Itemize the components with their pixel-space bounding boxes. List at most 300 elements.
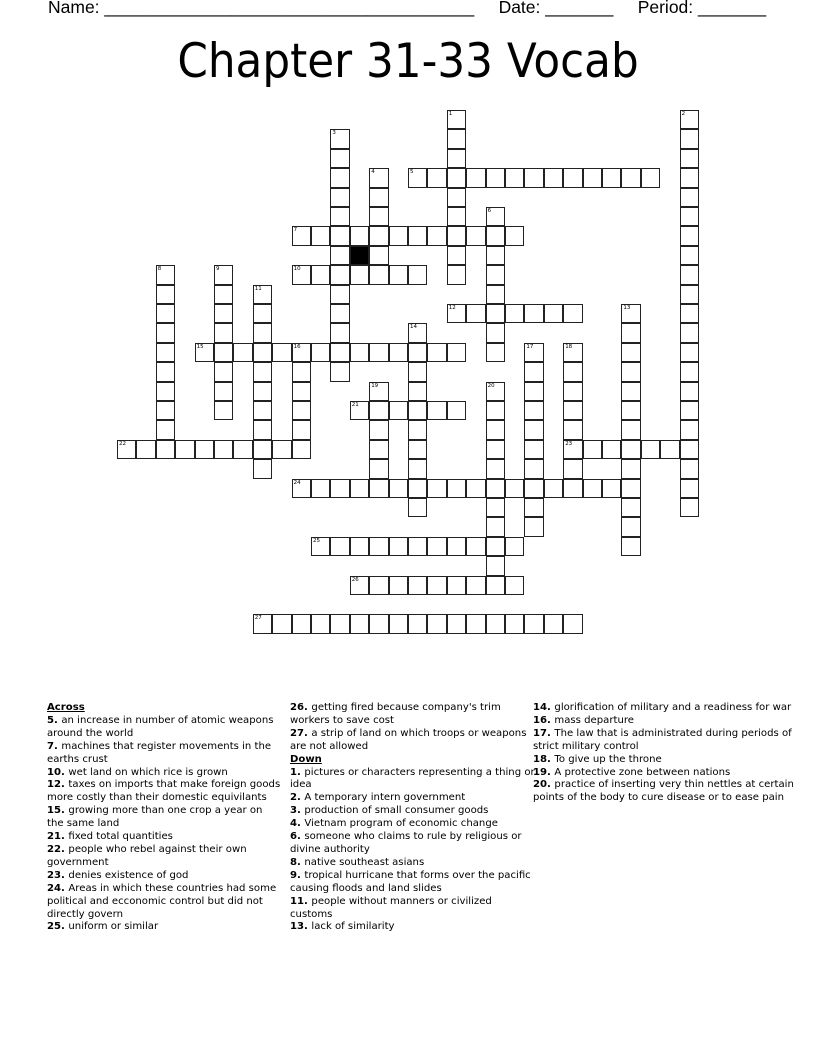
grid-cell[interactable] <box>408 459 427 478</box>
grid-cell[interactable] <box>544 304 563 323</box>
grid-cell[interactable] <box>486 517 505 536</box>
clue-down-13 <box>290 921 535 934</box>
grid-cell[interactable] <box>524 382 543 401</box>
grid-cell[interactable] <box>621 537 640 556</box>
grid-cell[interactable] <box>486 401 505 420</box>
grid-cell[interactable] <box>175 440 194 459</box>
grid-cell[interactable] <box>330 188 349 207</box>
grid-cell[interactable] <box>214 323 233 342</box>
grid-cell[interactable] <box>253 401 272 420</box>
grid-cell[interactable] <box>563 459 582 478</box>
grid-cell[interactable] <box>680 440 699 459</box>
grid-cell[interactable] <box>447 265 466 284</box>
grid-cell[interactable] <box>486 498 505 517</box>
grid-cell[interactable] <box>466 537 485 556</box>
grid-cell[interactable] <box>292 614 311 633</box>
grid-cell[interactable] <box>466 168 485 187</box>
grid-cell[interactable] <box>369 479 388 498</box>
cell-number: 15 <box>196 343 204 350</box>
grid-cell[interactable] <box>524 362 543 381</box>
clue-text: The law that is administrated during periods of strict military control <box>533 727 792 752</box>
clue-across-10 <box>47 767 282 780</box>
grid-cell[interactable] <box>486 537 505 556</box>
grid-cell[interactable] <box>583 479 602 498</box>
grid-cell[interactable] <box>408 614 427 633</box>
grid-cell[interactable] <box>292 440 311 459</box>
grid-cell[interactable] <box>214 304 233 323</box>
grid-cell[interactable] <box>369 343 388 362</box>
grid-cell[interactable] <box>408 382 427 401</box>
grid-cell[interactable] <box>330 226 349 245</box>
grid-cell[interactable] <box>563 382 582 401</box>
grid-cell[interactable] <box>427 168 446 187</box>
grid-cell[interactable] <box>369 382 388 401</box>
grid-cell[interactable] <box>524 498 543 517</box>
grid-cell[interactable] <box>369 401 388 420</box>
clue-across-23 <box>47 870 282 883</box>
grid-cell[interactable] <box>486 265 505 284</box>
grid-cell[interactable] <box>330 129 349 148</box>
grid-cell[interactable] <box>427 537 446 556</box>
grid-cell[interactable] <box>292 265 311 284</box>
grid-cell[interactable] <box>466 226 485 245</box>
grid-cell[interactable] <box>408 420 427 439</box>
grid-cell[interactable] <box>292 226 311 245</box>
grid-cell[interactable] <box>544 614 563 633</box>
clue-text: someone who claims to rule by religious or divine authority <box>290 831 522 855</box>
cell-number: 25 <box>313 537 320 544</box>
grid-cell[interactable] <box>680 110 699 129</box>
grid-cell[interactable] <box>156 323 175 342</box>
grid-cell[interactable] <box>563 343 582 362</box>
grid-cell[interactable] <box>505 614 524 633</box>
grid-cell[interactable] <box>447 149 466 168</box>
grid-cell[interactable] <box>680 343 699 362</box>
grid-cell[interactable] <box>292 382 311 401</box>
grid-cell[interactable] <box>427 614 446 633</box>
grid-cell[interactable] <box>427 343 446 362</box>
date-field[interactable]: Date: _______ <box>498 0 614 17</box>
grid-cell[interactable] <box>389 576 408 595</box>
grid-cell[interactable] <box>253 304 272 323</box>
grid-cell[interactable] <box>350 226 369 245</box>
clue-across-5 <box>47 715 282 741</box>
grid-cell[interactable] <box>680 479 699 498</box>
grid-cell[interactable] <box>602 479 621 498</box>
grid-cell[interactable] <box>369 420 388 439</box>
grid-cell[interactable] <box>486 556 505 575</box>
grid-cell[interactable] <box>544 479 563 498</box>
grid-cell[interactable] <box>214 265 233 284</box>
grid-cell[interactable] <box>311 226 330 245</box>
clue-text: denies existence of god <box>68 869 189 881</box>
grid-cell[interactable] <box>447 614 466 633</box>
grid-cell[interactable] <box>583 440 602 459</box>
grid-cell[interactable] <box>330 479 349 498</box>
grid-cell[interactable] <box>330 614 349 633</box>
clue-text: A temporary intern government <box>304 792 466 804</box>
grid-cell[interactable] <box>563 168 582 187</box>
cell-number: 27 <box>254 615 262 622</box>
clue-text: To give up the throne <box>554 753 662 765</box>
grid-cell[interactable] <box>369 537 388 556</box>
grid-cell[interactable] <box>505 537 524 556</box>
grid-cell[interactable] <box>563 401 582 420</box>
clue-number: 27. <box>290 727 312 739</box>
grid-cell[interactable] <box>156 382 175 401</box>
grid-cell[interactable] <box>563 420 582 439</box>
grid-cell[interactable] <box>524 304 543 323</box>
grid-cell[interactable] <box>447 168 466 187</box>
grid-cell[interactable] <box>156 401 175 420</box>
clue-down-9 <box>290 870 535 896</box>
grid-cell[interactable] <box>408 323 427 342</box>
grid-cell[interactable] <box>156 304 175 323</box>
grid-cell[interactable] <box>447 129 466 148</box>
grid-cell[interactable] <box>524 401 543 420</box>
grid-cell[interactable] <box>486 207 505 226</box>
grid-cell[interactable] <box>156 343 175 362</box>
grid-cell[interactable] <box>641 440 660 459</box>
grid-cell[interactable] <box>524 440 543 459</box>
grid-cell[interactable] <box>408 343 427 362</box>
cell-number: 6 <box>487 208 492 214</box>
clue-number: 2. <box>290 792 305 804</box>
grid-cell[interactable] <box>641 168 660 187</box>
grid-cell[interactable] <box>330 362 349 381</box>
grid-cell[interactable] <box>680 226 699 245</box>
grid-cell[interactable] <box>447 304 466 323</box>
grid-cell[interactable] <box>195 343 214 362</box>
grid-cell[interactable] <box>427 401 446 420</box>
grid-cell[interactable] <box>447 246 466 265</box>
cell-number: 1 <box>448 111 453 117</box>
grid-cell[interactable] <box>330 285 349 304</box>
grid-cell[interactable] <box>505 576 524 595</box>
clues-column-1 <box>47 702 282 934</box>
clue-number: 5. <box>47 714 62 726</box>
grid-cell[interactable] <box>369 168 388 187</box>
grid-cell[interactable] <box>330 304 349 323</box>
grid-cell[interactable] <box>292 401 311 420</box>
grid-cell[interactable] <box>369 576 388 595</box>
grid-cell[interactable] <box>660 440 679 459</box>
grid-cell[interactable] <box>680 188 699 207</box>
grid-cell[interactable] <box>563 304 582 323</box>
grid-cell[interactable] <box>136 440 155 459</box>
clue-down-14 <box>533 702 795 715</box>
clue-text: tropical hurricane that forms over the pacific causing floods and land slides <box>290 869 531 894</box>
grid-cell[interactable] <box>505 479 524 498</box>
grid-cell[interactable] <box>486 614 505 633</box>
cell-number: 2 <box>681 111 686 117</box>
grid-cell[interactable] <box>350 537 369 556</box>
grid-cell[interactable] <box>292 420 311 439</box>
grid-cell[interactable] <box>369 226 388 245</box>
grid-cell[interactable] <box>602 168 621 187</box>
grid-cell[interactable] <box>408 168 427 187</box>
grid-cell[interactable] <box>524 459 543 478</box>
grid-cell[interactable] <box>680 207 699 226</box>
grid-cell[interactable] <box>272 440 291 459</box>
grid-cell[interactable] <box>408 265 427 284</box>
grid-cell[interactable] <box>486 459 505 478</box>
grid-cell[interactable] <box>253 440 272 459</box>
grid-cell[interactable] <box>621 459 640 478</box>
grid-cell[interactable] <box>408 440 427 459</box>
grid-cell[interactable] <box>330 343 349 362</box>
grid-cell[interactable] <box>408 479 427 498</box>
grid-cell[interactable] <box>486 420 505 439</box>
grid-cell[interactable] <box>621 323 640 342</box>
clue-text: people without manners or civilized customs <box>290 895 492 920</box>
grid-cell[interactable] <box>292 479 311 498</box>
grid-cell[interactable] <box>563 440 582 459</box>
grid-cell[interactable] <box>621 420 640 439</box>
grid-cell[interactable] <box>447 226 466 245</box>
grid-cell[interactable] <box>486 576 505 595</box>
grid-cell[interactable] <box>621 343 640 362</box>
grid-cell[interactable] <box>466 614 485 633</box>
grid-cell[interactable] <box>253 285 272 304</box>
grid-cell[interactable] <box>583 168 602 187</box>
grid-cell[interactable] <box>253 420 272 439</box>
grid-cell[interactable] <box>408 226 427 245</box>
clue-across-26 <box>290 702 535 728</box>
grid-cell[interactable] <box>524 343 543 362</box>
grid-cell[interactable] <box>117 440 136 459</box>
grid-cell[interactable] <box>272 343 291 362</box>
grid-cell[interactable] <box>563 362 582 381</box>
grid-cell[interactable] <box>233 440 252 459</box>
grid-cell[interactable] <box>408 576 427 595</box>
clue-down-2 <box>290 792 535 805</box>
grid-cell[interactable] <box>486 479 505 498</box>
grid-cell[interactable] <box>156 265 175 284</box>
grid-cell[interactable] <box>330 246 349 265</box>
clue-text: wet land on which rice is grown <box>68 766 228 778</box>
grid-cell[interactable] <box>389 479 408 498</box>
grid-cell[interactable] <box>447 207 466 226</box>
grid-cell[interactable] <box>486 382 505 401</box>
grid-cell[interactable] <box>447 537 466 556</box>
grid-cell[interactable] <box>680 265 699 284</box>
grid-cell[interactable] <box>214 285 233 304</box>
grid-cell[interactable] <box>389 614 408 633</box>
grid-cell[interactable] <box>621 304 640 323</box>
grid-cell[interactable] <box>350 401 369 420</box>
grid-cell[interactable] <box>214 343 233 362</box>
grid-cell[interactable] <box>311 265 330 284</box>
clue-across-15 <box>47 805 282 831</box>
clue-number: 3. <box>290 805 305 817</box>
grid-cell[interactable] <box>292 362 311 381</box>
grid-cell[interactable] <box>408 537 427 556</box>
grid-cell[interactable] <box>253 614 272 633</box>
grid-cell[interactable] <box>389 265 408 284</box>
grid-cell[interactable] <box>680 362 699 381</box>
grid-cell[interactable] <box>680 149 699 168</box>
grid-cell[interactable] <box>311 614 330 633</box>
grid-cell[interactable] <box>486 226 505 245</box>
grid-cell[interactable] <box>544 168 563 187</box>
grid-cell[interactable] <box>408 401 427 420</box>
cell-number: 24 <box>293 479 301 486</box>
grid-cell[interactable] <box>602 440 621 459</box>
grid-cell[interactable] <box>350 614 369 633</box>
clue-text: a strip of land on which troops or weapons are not allowed <box>290 727 527 752</box>
grid-cell[interactable] <box>621 362 640 381</box>
grid-cell[interactable] <box>233 343 252 362</box>
grid-cell[interactable] <box>369 265 388 284</box>
across-heading: Across <box>47 702 85 713</box>
grid-cell[interactable] <box>350 343 369 362</box>
cell-number: 20 <box>487 382 495 389</box>
grid-cell[interactable] <box>253 459 272 478</box>
grid-cell[interactable] <box>563 479 582 498</box>
grid-cell[interactable] <box>680 168 699 187</box>
grid-cell[interactable] <box>524 479 543 498</box>
grid-cell[interactable] <box>447 188 466 207</box>
grid-cell[interactable] <box>292 343 311 362</box>
name-field[interactable]: Name: ______________________________________ <box>48 0 475 17</box>
grid-cell[interactable] <box>350 576 369 595</box>
grid-cell[interactable] <box>680 285 699 304</box>
grid-cell[interactable] <box>486 168 505 187</box>
grid-cell[interactable] <box>253 323 272 342</box>
grid-cell[interactable] <box>253 362 272 381</box>
grid-cell[interactable] <box>680 420 699 439</box>
cell-number: 5 <box>410 169 414 176</box>
grid-cell[interactable] <box>330 323 349 342</box>
grid-cell[interactable] <box>680 401 699 420</box>
clue-text: production of small consumer goods <box>304 805 489 817</box>
grid-cell[interactable] <box>350 265 369 284</box>
grid-cell[interactable] <box>447 110 466 129</box>
grid-cell[interactable] <box>524 517 543 536</box>
grid-cell[interactable] <box>447 401 466 420</box>
grid-cell[interactable] <box>447 479 466 498</box>
cell-number: 12 <box>448 305 456 311</box>
grid-cell[interactable] <box>311 479 330 498</box>
grid-cell[interactable] <box>486 323 505 342</box>
grid-cell[interactable] <box>156 420 175 439</box>
grid-cell[interactable] <box>486 343 505 362</box>
period-field[interactable]: Period: _______ <box>637 0 767 17</box>
clue-text: mass departure <box>554 714 635 726</box>
grid-cell[interactable] <box>680 323 699 342</box>
grid-cell[interactable] <box>253 343 272 362</box>
grid-cell[interactable] <box>621 401 640 420</box>
grid-cell[interactable] <box>621 498 640 517</box>
grid-cell[interactable] <box>466 576 485 595</box>
clue-text: native southeast asians <box>304 856 425 868</box>
grid-cell[interactable] <box>680 382 699 401</box>
grid-cell[interactable] <box>330 168 349 187</box>
grid-cell[interactable] <box>369 459 388 478</box>
clue-number: 1. <box>290 766 305 778</box>
grid-cell[interactable] <box>369 207 388 226</box>
grid-cell[interactable] <box>447 576 466 595</box>
grid-cell[interactable] <box>156 362 175 381</box>
grid-cell[interactable] <box>389 537 408 556</box>
grid-cell[interactable] <box>311 343 330 362</box>
clue-text: Areas in which these countries had some political and ecconomic control but did not directly govern <box>47 882 277 920</box>
clue-across-21 <box>47 831 282 844</box>
clue-number: 4. <box>290 818 305 830</box>
grid-cell[interactable] <box>680 459 699 478</box>
clue-across-25 <box>47 921 282 934</box>
grid-cell[interactable] <box>272 614 291 633</box>
grid-cell[interactable] <box>330 149 349 168</box>
grid-cell[interactable] <box>486 440 505 459</box>
grid-cell[interactable] <box>389 401 408 420</box>
grid-cell[interactable] <box>330 537 349 556</box>
grid-cell[interactable] <box>350 479 369 498</box>
grid-cell[interactable] <box>524 420 543 439</box>
clue-number: 6. <box>290 831 305 843</box>
clue-down-16 <box>533 715 795 728</box>
grid-cell[interactable] <box>408 362 427 381</box>
grid-cell[interactable] <box>369 188 388 207</box>
grid-cell[interactable] <box>214 382 233 401</box>
grid-cell[interactable] <box>330 265 349 284</box>
grid-cell[interactable] <box>505 168 524 187</box>
grid-cell[interactable] <box>621 479 640 498</box>
grid-cell[interactable] <box>680 304 699 323</box>
grid-cell[interactable] <box>680 498 699 517</box>
grid-cell[interactable] <box>505 304 524 323</box>
grid-cell[interactable] <box>486 304 505 323</box>
grid-cell[interactable] <box>621 168 640 187</box>
grid-cell[interactable] <box>447 343 466 362</box>
grid-cell[interactable] <box>408 498 427 517</box>
grid-cell[interactable] <box>253 382 272 401</box>
grid-cell[interactable] <box>524 614 543 633</box>
grid-cell[interactable] <box>505 226 524 245</box>
grid-cell[interactable] <box>214 401 233 420</box>
grid-cell[interactable] <box>621 517 640 536</box>
grid-cell[interactable] <box>680 129 699 148</box>
grid-cell[interactable] <box>311 537 330 556</box>
grid-cell[interactable] <box>427 479 446 498</box>
grid-cell[interactable] <box>330 207 349 226</box>
grid-cell[interactable] <box>524 168 543 187</box>
grid-cell[interactable] <box>486 246 505 265</box>
grid-cell[interactable] <box>621 382 640 401</box>
grid-cell[interactable] <box>156 440 175 459</box>
grid-cell[interactable] <box>214 362 233 381</box>
grid-cell[interactable] <box>486 285 505 304</box>
grid-cell[interactable] <box>369 614 388 633</box>
grid-cell[interactable] <box>680 246 699 265</box>
grid-cell[interactable] <box>427 576 446 595</box>
grid-cell[interactable] <box>369 440 388 459</box>
grid-cell[interactable] <box>621 440 640 459</box>
grid-cell[interactable] <box>466 479 485 498</box>
grid-cell[interactable] <box>563 614 582 633</box>
grid-cell[interactable] <box>369 246 388 265</box>
grid-cell[interactable] <box>195 440 214 459</box>
grid-cell[interactable] <box>214 440 233 459</box>
black-cell <box>350 246 369 265</box>
cell-number: 7 <box>293 227 298 234</box>
grid-cell[interactable] <box>389 226 408 245</box>
grid-cell[interactable] <box>389 343 408 362</box>
grid-cell[interactable] <box>427 226 446 245</box>
grid-cell[interactable] <box>466 304 485 323</box>
grid-cell[interactable] <box>156 285 175 304</box>
